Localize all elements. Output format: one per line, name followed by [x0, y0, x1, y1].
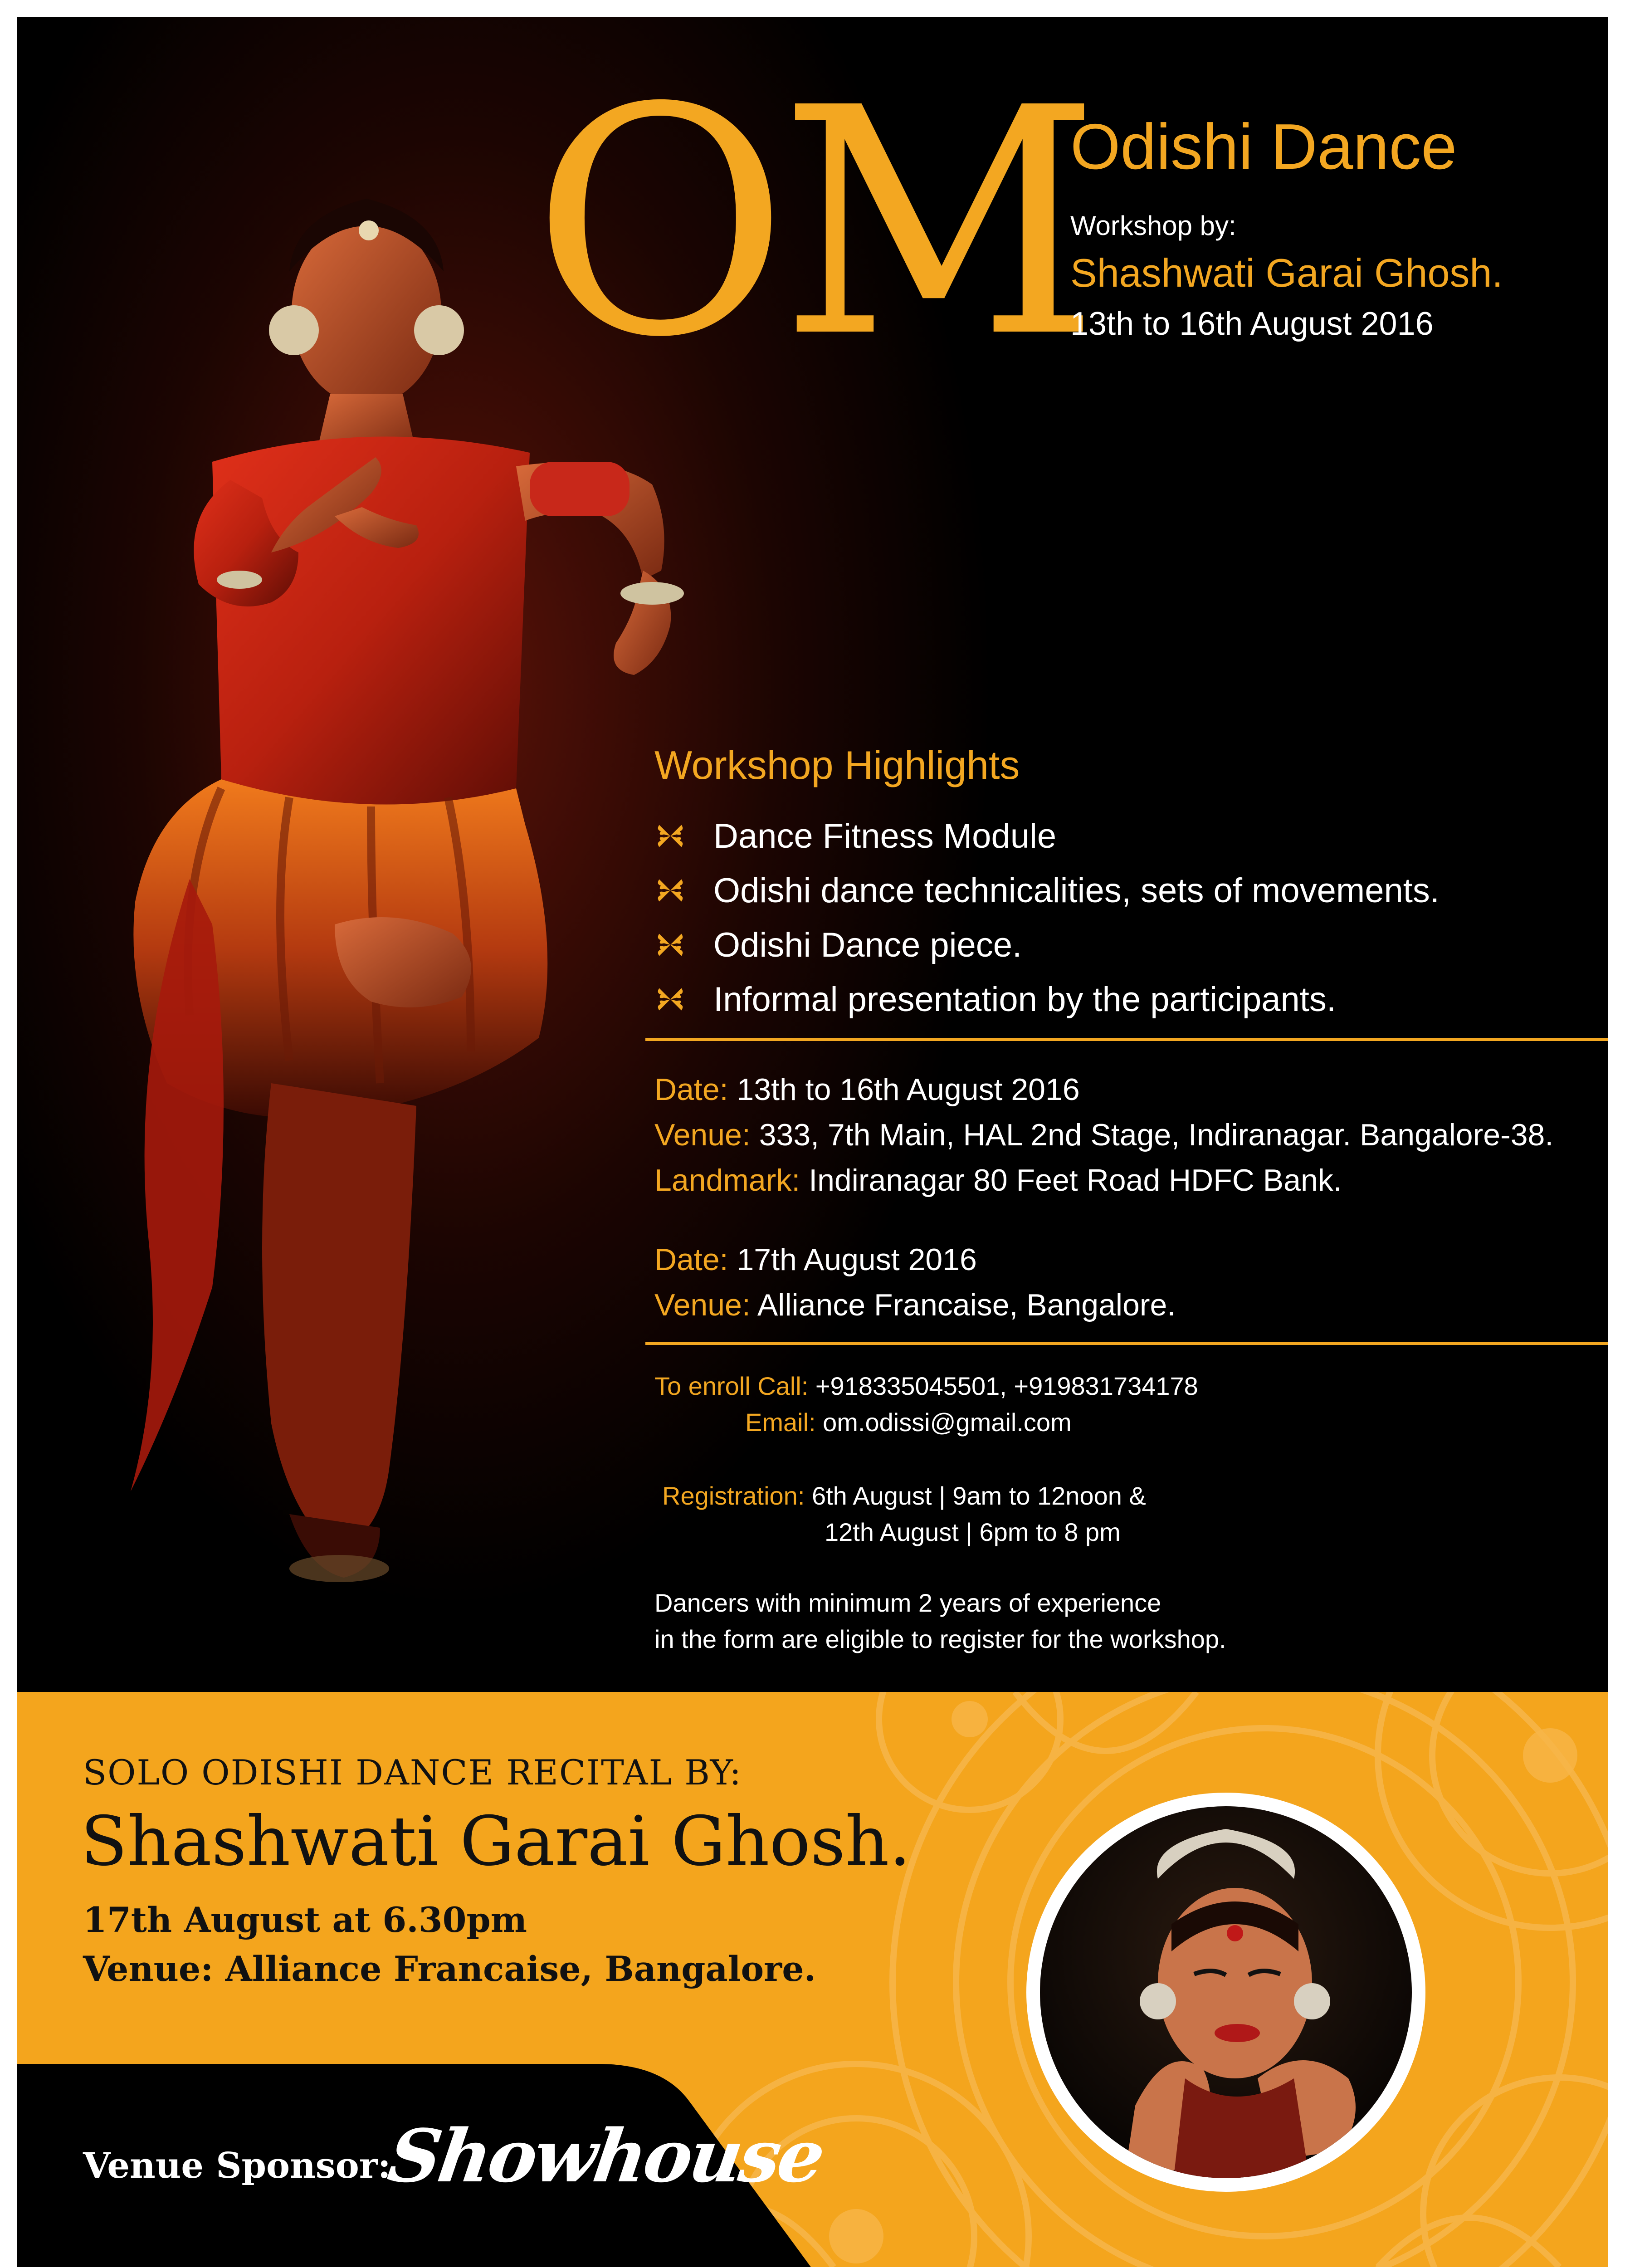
- recital-label: SOLO ODISHI DANCE RECITAL BY:: [83, 1752, 742, 1793]
- recital-venue-line: [654, 1290, 1176, 1320]
- highlight-text: Dance Fitness Module: [713, 816, 1057, 855]
- performer-name: Shashwati Garai Ghosh.: [81, 1802, 911, 1881]
- recital-venue: Venue: Alliance Francaise, Bangalore.: [83, 1949, 816, 1989]
- venue-label: Venue:: [654, 1118, 751, 1152]
- registration-label: Registration:: [662, 1481, 805, 1510]
- divider: [645, 1342, 1608, 1345]
- enroll-label: To enroll Call:: [654, 1372, 809, 1400]
- om-logo: OM: [532, 41, 1091, 406]
- venue-label: Venue:: [654, 1288, 751, 1322]
- highlights-list: [654, 809, 1440, 1026]
- eligibility-line-1: Dancers with minimum 2 years of experience: [654, 1589, 1161, 1617]
- recital-venue: Alliance Francaise, Bangalore.: [757, 1288, 1176, 1322]
- landmark: Indiranagar 80 Feet Road HDFC Bank.: [809, 1163, 1342, 1198]
- page-title: Odishi Dance: [1070, 111, 1457, 183]
- recital-time: 17th August at 6.30pm: [83, 1900, 527, 1940]
- email-address[interactable]: om.odissi@gmail.com: [823, 1408, 1072, 1437]
- date-label: Date:: [654, 1072, 728, 1107]
- list-item: [654, 809, 1440, 863]
- poster: [17, 17, 1608, 2267]
- workshop-venue-line: [654, 1119, 1553, 1150]
- highlights-title: Workshop Highlights: [654, 743, 1020, 787]
- eligibility-line-2: in the form are eligible to register for the workshop.: [654, 1625, 1226, 1653]
- workshop-dates: 13th to 16th August 2016: [1070, 306, 1434, 342]
- floral-bullet-icon: [654, 875, 686, 906]
- workshop-date-line: [654, 1074, 1080, 1105]
- highlight-text: Odishi Dance piece.: [713, 925, 1022, 964]
- sponsor-logo[interactable]: Showhouse: [383, 2113, 828, 2199]
- highlight-text: Informal presentation by the participants.: [713, 980, 1336, 1019]
- recital-date-line: [654, 1244, 977, 1275]
- registration-slot-2: 12th August | 6pm to 8 pm: [825, 1518, 1121, 1546]
- date-label: Date:: [654, 1242, 728, 1277]
- highlight-text: Odishi dance technicalities, sets of movements.: [713, 871, 1440, 910]
- landmark-line: [654, 1165, 1342, 1196]
- sponsor-label: Venue Sponsor:: [83, 2145, 391, 2186]
- workshop-date: 13th to 16th August 2016: [737, 1072, 1080, 1107]
- workshop-by-label: Workshop by:: [1070, 210, 1236, 241]
- instructor-name: Shashwati Garai Ghosh.: [1070, 250, 1503, 295]
- enroll-line: [654, 1374, 1198, 1399]
- floral-bullet-icon: [654, 929, 686, 961]
- floral-bullet-icon: [654, 983, 686, 1015]
- workshop-venue: 333, 7th Main, HAL 2nd Stage, Indiranagar. Bangalore-38.: [759, 1118, 1554, 1152]
- floral-bullet-icon: [654, 820, 686, 852]
- workshop-section: [17, 17, 1608, 1692]
- divider: [645, 1038, 1608, 1041]
- recital-date: 17th August 2016: [737, 1242, 977, 1277]
- landmark-label: Landmark:: [654, 1163, 800, 1198]
- list-item: [654, 863, 1440, 918]
- email-label: Email:: [745, 1408, 816, 1437]
- list-item: [654, 918, 1440, 972]
- phone-numbers[interactable]: +918335045501, +919831734178: [815, 1372, 1198, 1400]
- registration-line: [662, 1483, 1146, 1509]
- list-item: [654, 972, 1440, 1026]
- email-line: [745, 1410, 1072, 1435]
- registration-slot-1: 6th August | 9am to 12noon &: [811, 1481, 1146, 1510]
